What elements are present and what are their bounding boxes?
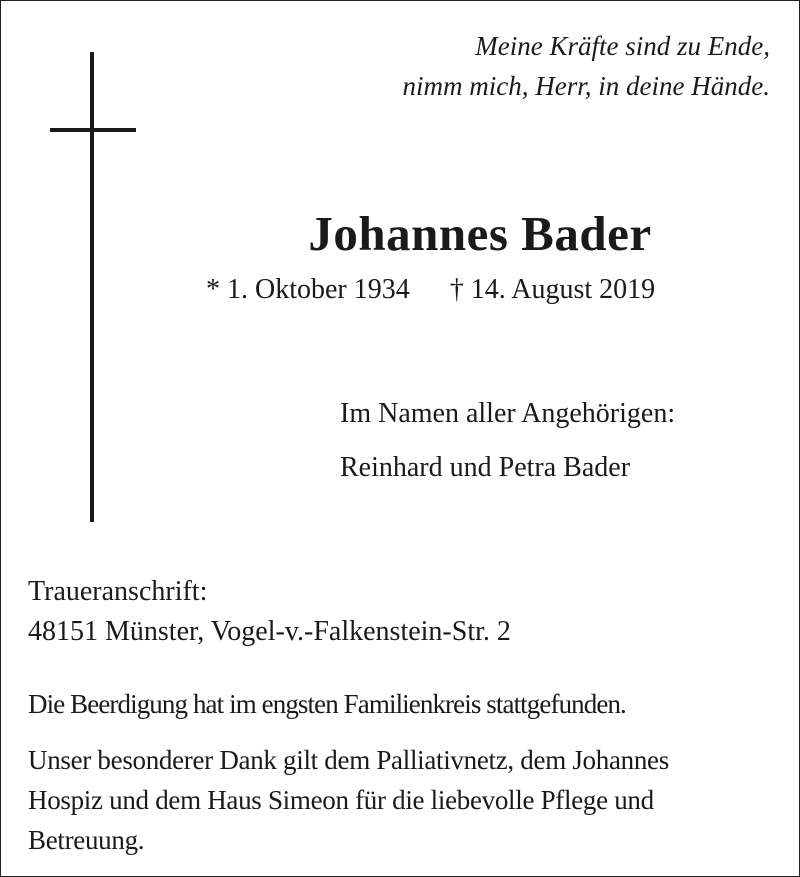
relatives-block (340, 394, 675, 488)
motto-line-1: Meine Kräfte sind zu Ende, (475, 31, 770, 61)
address-label: Traueranschrift: (28, 576, 208, 607)
birth-date: * 1. Oktober 1934 (206, 274, 410, 305)
motto-verse (403, 26, 770, 106)
address-line: 48151 Münster, Vogel-v.-Falkenstein-Str. 2 (28, 616, 511, 647)
relatives-heading: Im Namen aller Angehörigen: (340, 398, 676, 429)
mourning-address (28, 572, 511, 652)
cross-icon-horizontal-bar (50, 128, 136, 132)
relatives-names: Reinhard und Petra Bader (340, 452, 631, 483)
thanks-line-2: Hospiz und dem Haus Simeon für die liebevolle Pflege und (28, 785, 654, 815)
thanks-line-3: Betreuung. (28, 825, 145, 855)
motto-line-2: nimm mich, Herr, in deine Hände. (402, 71, 770, 101)
burial-notice: Die Beerdigung hat im engsten Familienkreis stattgefunden. (28, 689, 626, 719)
thanks-notice (28, 740, 776, 860)
thanks-line-1: Unser besonderer Dank gilt dem Palliativnetz, dem Johannes (28, 745, 669, 775)
life-dates (206, 270, 655, 310)
death-date: † 14. August 2019 (449, 274, 656, 305)
cross-icon-vertical-bar (90, 52, 94, 522)
deceased-name: Johannes Bader (308, 206, 652, 261)
